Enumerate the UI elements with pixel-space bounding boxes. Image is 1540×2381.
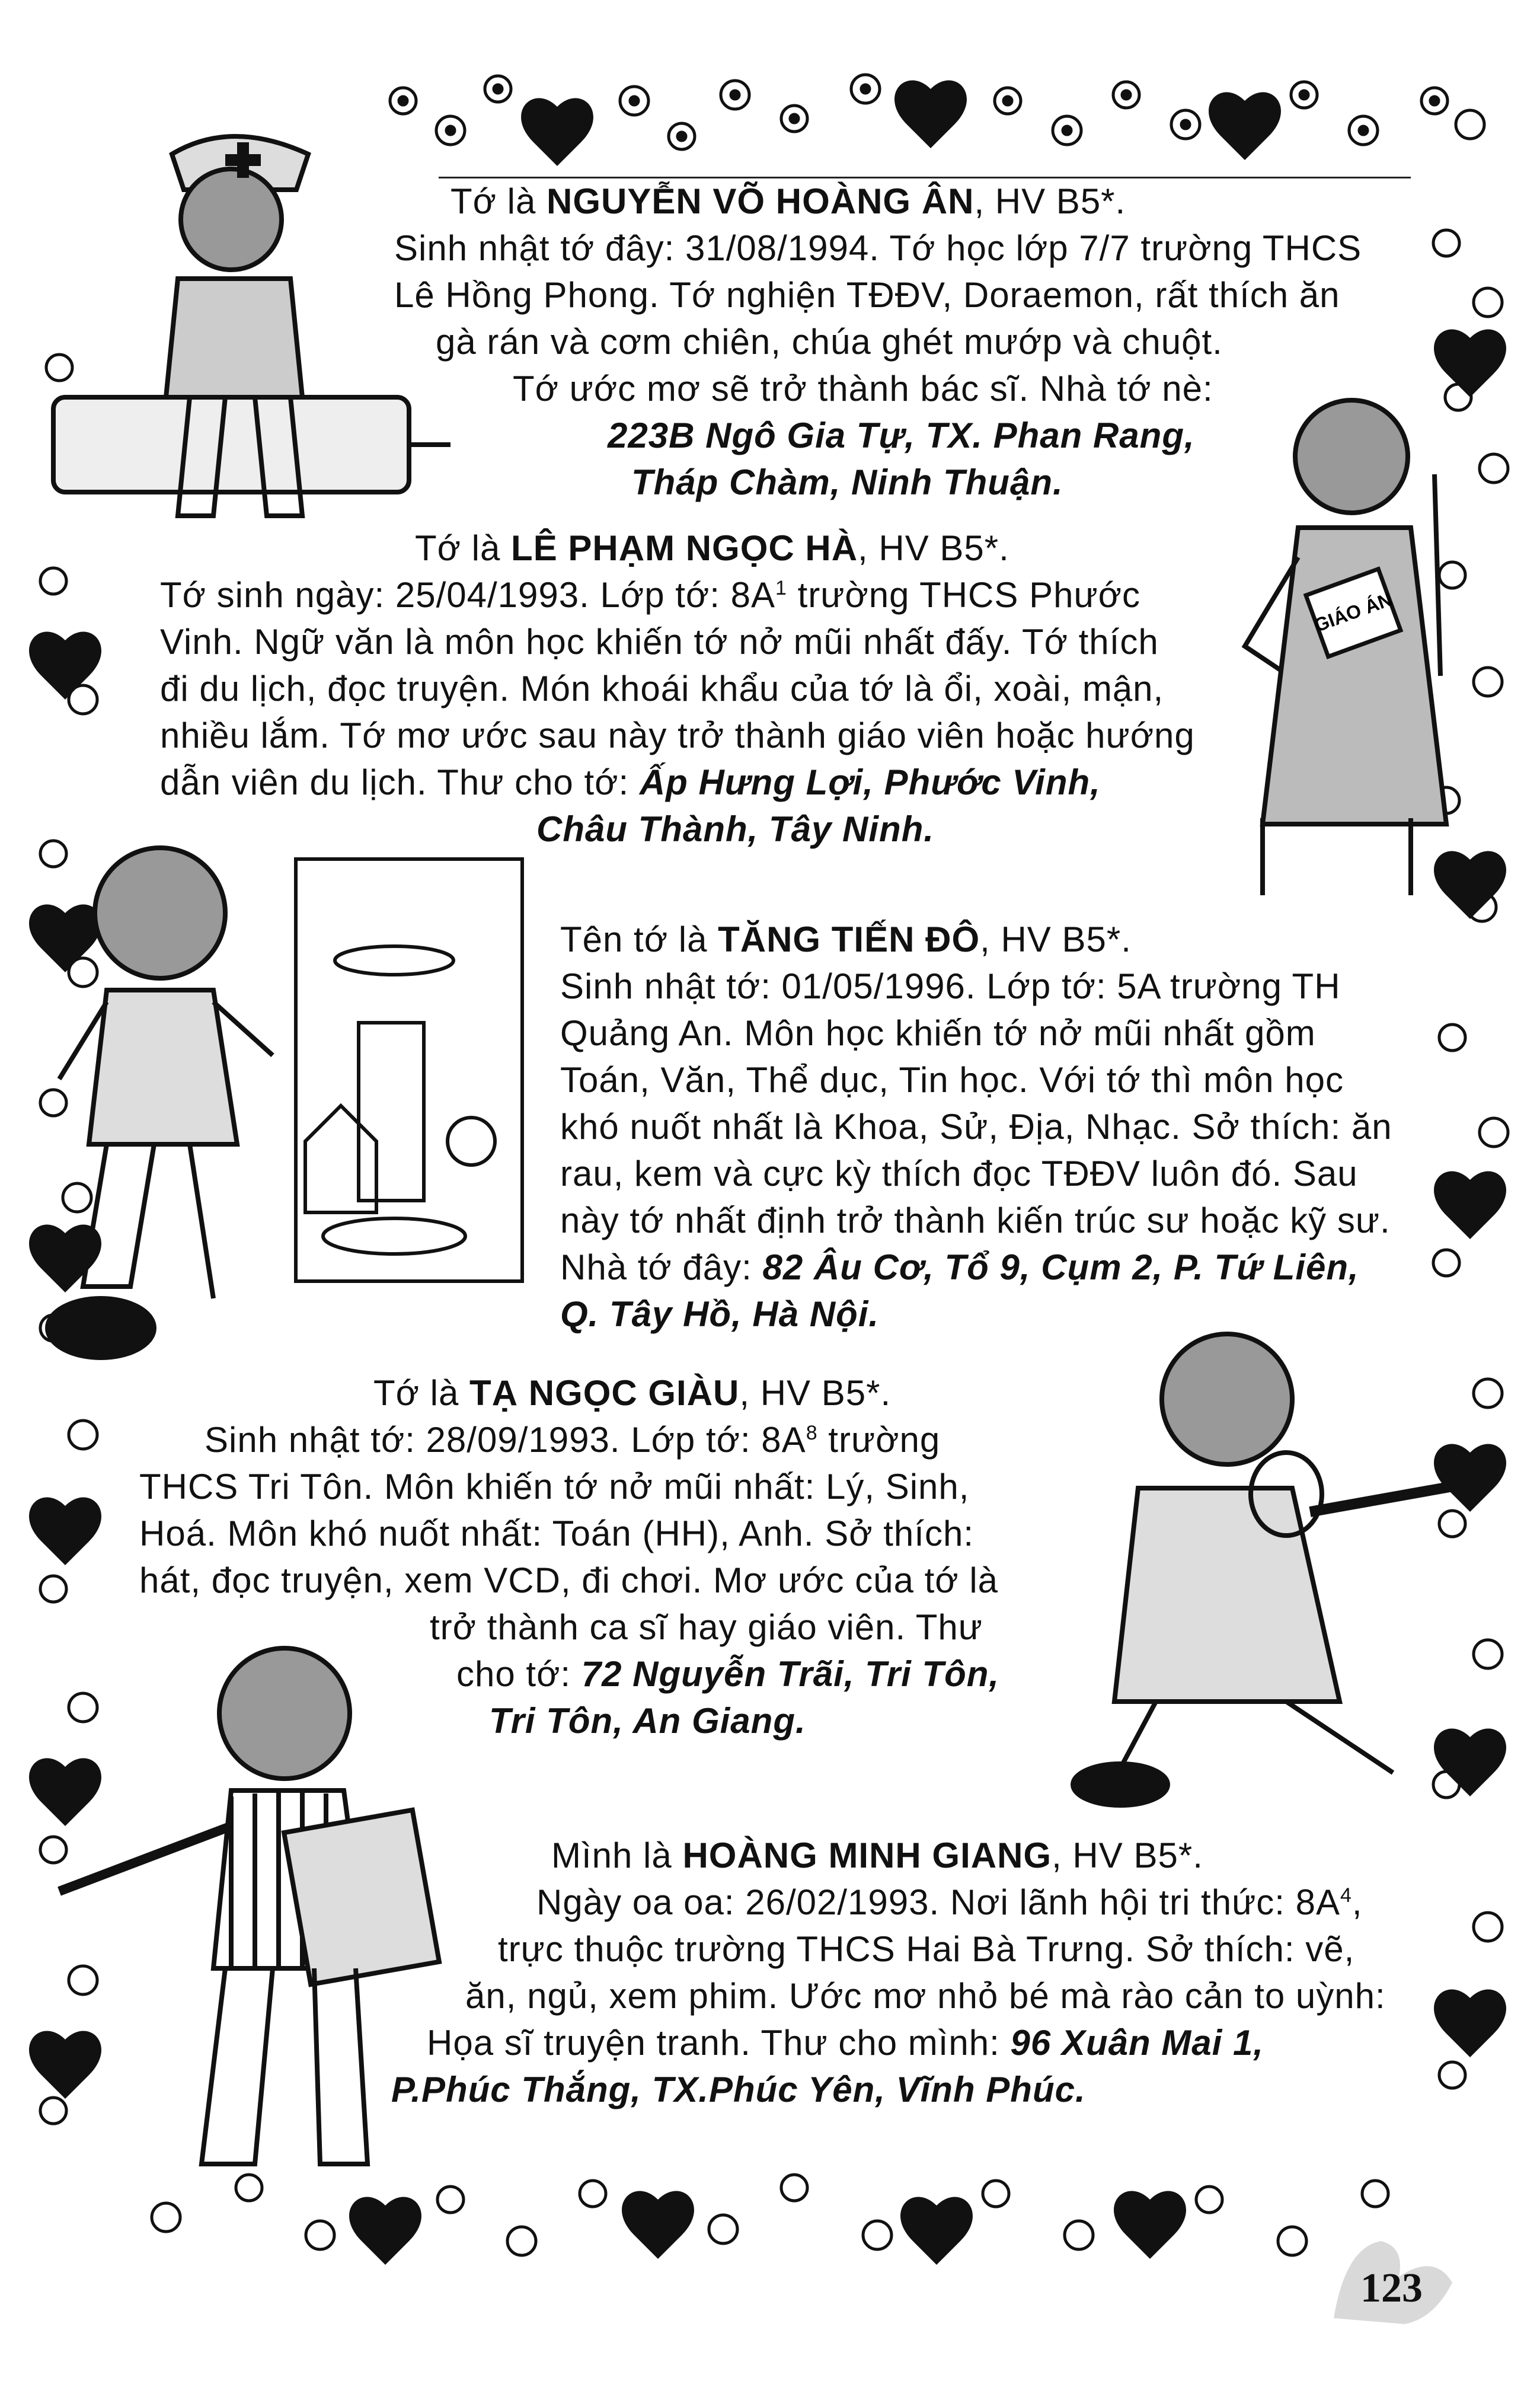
entry-line: Lê Hồng Phong. Tớ nghiện TĐĐV, Doraemon, rất thích ăn xyxy=(394,275,1340,315)
entry-intro: Tớ là xyxy=(451,181,547,221)
entry-line: rau, kem và cực kỳ thích đọc TĐĐV luôn đó. Sau xyxy=(560,1154,1358,1193)
entry-intro: Tên tớ là xyxy=(560,920,718,959)
profile-entry-body xyxy=(394,225,1362,506)
entry-address: 223B Ngô Gia Tự, TX. Phan Rang, xyxy=(608,416,1195,455)
entry-line: Tớ sinh ngày: 25/04/1993. Lớp tớ: 8A xyxy=(160,575,775,615)
entry-address: Tri Tôn, An Giang. xyxy=(489,1701,806,1741)
entry-line: Họa sĩ truyện tranh. Thư cho mình: xyxy=(427,2023,1011,2063)
entry-line: Tớ ước mơ sẽ trở thành bác sĩ. Nhà tớ nè: xyxy=(513,369,1213,408)
entry-name: HOÀNG MINH GIANG xyxy=(682,1836,1052,1875)
book-cover-label: GIÁO ÁN xyxy=(1311,588,1395,636)
entry-line: Sinh nhật tớ: 28/09/1993. Lớp tớ: 8A xyxy=(205,1420,806,1460)
entry-line: Toán, Văn, Thể dục, Tin học. Với tớ thì môn học xyxy=(560,1060,1344,1100)
entry-line: cho tớ: xyxy=(456,1654,582,1694)
entry-address: P.Phúc Thắng, TX.Phúc Yên, Vĩnh Phúc. xyxy=(391,2070,1086,2109)
profile-entry xyxy=(139,1370,999,1744)
entry-suffix: , HV B5*. xyxy=(858,528,1009,568)
entry-suffix: , HV B5*. xyxy=(980,920,1132,959)
class-superscript: 4 xyxy=(1340,1884,1352,1907)
building-drawing-illustration xyxy=(293,857,525,1284)
boy-kicking-illustration xyxy=(36,824,296,1387)
entry-line: khó nuốt nhất là Khoa, Sử, Địa, Nhạc. Sở thích: ăn xyxy=(560,1107,1392,1147)
entry-name: NGUYỄN VÕ HOÀNG ÂN xyxy=(547,181,975,221)
entry-line: hát, đọc truyện, xem VCD, đi chơi. Mơ ước của tớ là xyxy=(139,1560,999,1600)
entry-suffix: , HV B5*. xyxy=(1052,1836,1203,1875)
flower-border-top xyxy=(379,65,1494,178)
entry-line: trường THCS Phước xyxy=(787,575,1140,615)
entry-line: Vinh. Ngữ văn là môn học khiến tớ nở mũi nhất đấy. Tớ thích xyxy=(160,622,1159,662)
entry-address: Tháp Chàm, Ninh Thuận. xyxy=(631,462,1063,502)
profile-entry xyxy=(560,916,1392,1338)
entry-address: Ấp Hưng Lợi, Phước Vinh, xyxy=(639,762,1101,802)
entry-address: 82 Âu Cơ, Tổ 9, Cụm 2, P. Tứ Liên, xyxy=(762,1247,1359,1287)
girl-singing-illustration xyxy=(1049,1316,1506,1808)
entry-line: đi du lịch, đọc truyện. Món khoái khẩu của tớ là ổi, xoài, mận, xyxy=(160,669,1164,708)
entry-line: dẫn viên du lịch. Thư cho tớ: xyxy=(160,762,640,802)
entry-suffix: , HV B5*. xyxy=(974,181,1126,221)
entry-address: 96 Xuân Mai 1, xyxy=(1010,2023,1264,2063)
entry-suffix: , HV B5*. xyxy=(739,1373,892,1413)
boy-on-syringe-illustration xyxy=(36,101,451,551)
entry-intro: Tớ là xyxy=(373,1373,470,1413)
entry-line: trở thành ca sĩ hay giáo viên. Thư xyxy=(430,1607,983,1647)
page-number: 123 xyxy=(1360,2265,1423,2311)
entry-line: trực thuộc trường THCS Hai Bà Trưng. Sở thích: vẽ, xyxy=(498,1929,1355,1969)
entry-line: nhiều lắm. Tớ mơ ước sau này trở thành giáo viên hoặc hướng xyxy=(160,716,1195,755)
entry-address: 72 Nguyễn Trãi, Tri Tôn, xyxy=(581,1654,1000,1694)
entry-intro: Tớ là xyxy=(415,528,512,568)
entry-line: gà rán và cơm chiên, chúa ghét mướp và chuột. xyxy=(436,322,1223,362)
entry-line: trường xyxy=(817,1420,941,1460)
entry-name: TĂNG TIẾN ĐÔ xyxy=(718,920,980,959)
profile-entry xyxy=(391,1832,1386,2113)
entry-line: Sinh nhật tớ: 01/05/1996. Lớp tớ: 5A trường TH xyxy=(560,966,1341,1006)
entry-address: Châu Thành, Tây Ninh. xyxy=(536,809,935,849)
entry-line: Ngày oa oa: 26/02/1993. Nơi lãnh hội tri thức: 8A xyxy=(536,1882,1340,1922)
entry-line: THCS Tri Tôn. Môn khiến tớ nở mũi nhất: Lý, Sinh, xyxy=(139,1467,970,1507)
entry-line: Nhà tớ đây: xyxy=(560,1247,763,1287)
entry-intro: Mình là xyxy=(551,1836,683,1875)
class-superscript: 8 xyxy=(806,1422,818,1444)
entry-line: ăn, ngủ, xem phim. Ước mơ nhỏ bé mà rào cản to uỳnh: xyxy=(465,1976,1386,2016)
entry-line: Quảng An. Môn học khiến tớ nở mũi nhất gồm xyxy=(560,1013,1316,1053)
entry-line: này tớ nhất định trở thành kiến trúc sư hoặc kỹ sư. xyxy=(560,1201,1391,1240)
profile-entry xyxy=(160,525,1195,853)
entry-line: Hoá. Môn khó nuốt nhất: Toán (HH), Anh. Sở thích: xyxy=(139,1514,974,1553)
entry-line: , xyxy=(1352,1882,1363,1922)
entry-line: Sinh nhật tớ đây: 31/08/1994. Tớ học lớp 7/7 trường THCS xyxy=(394,228,1362,268)
entry-name: LÊ PHẠM NGỌC HÀ xyxy=(511,528,858,568)
class-superscript: 1 xyxy=(775,577,787,599)
entry-name: TẠ NGỌC GIÀU xyxy=(469,1373,740,1413)
profile-entry xyxy=(451,178,1126,225)
entry-address: Q. Tây Hồ, Hà Nội. xyxy=(560,1294,880,1334)
